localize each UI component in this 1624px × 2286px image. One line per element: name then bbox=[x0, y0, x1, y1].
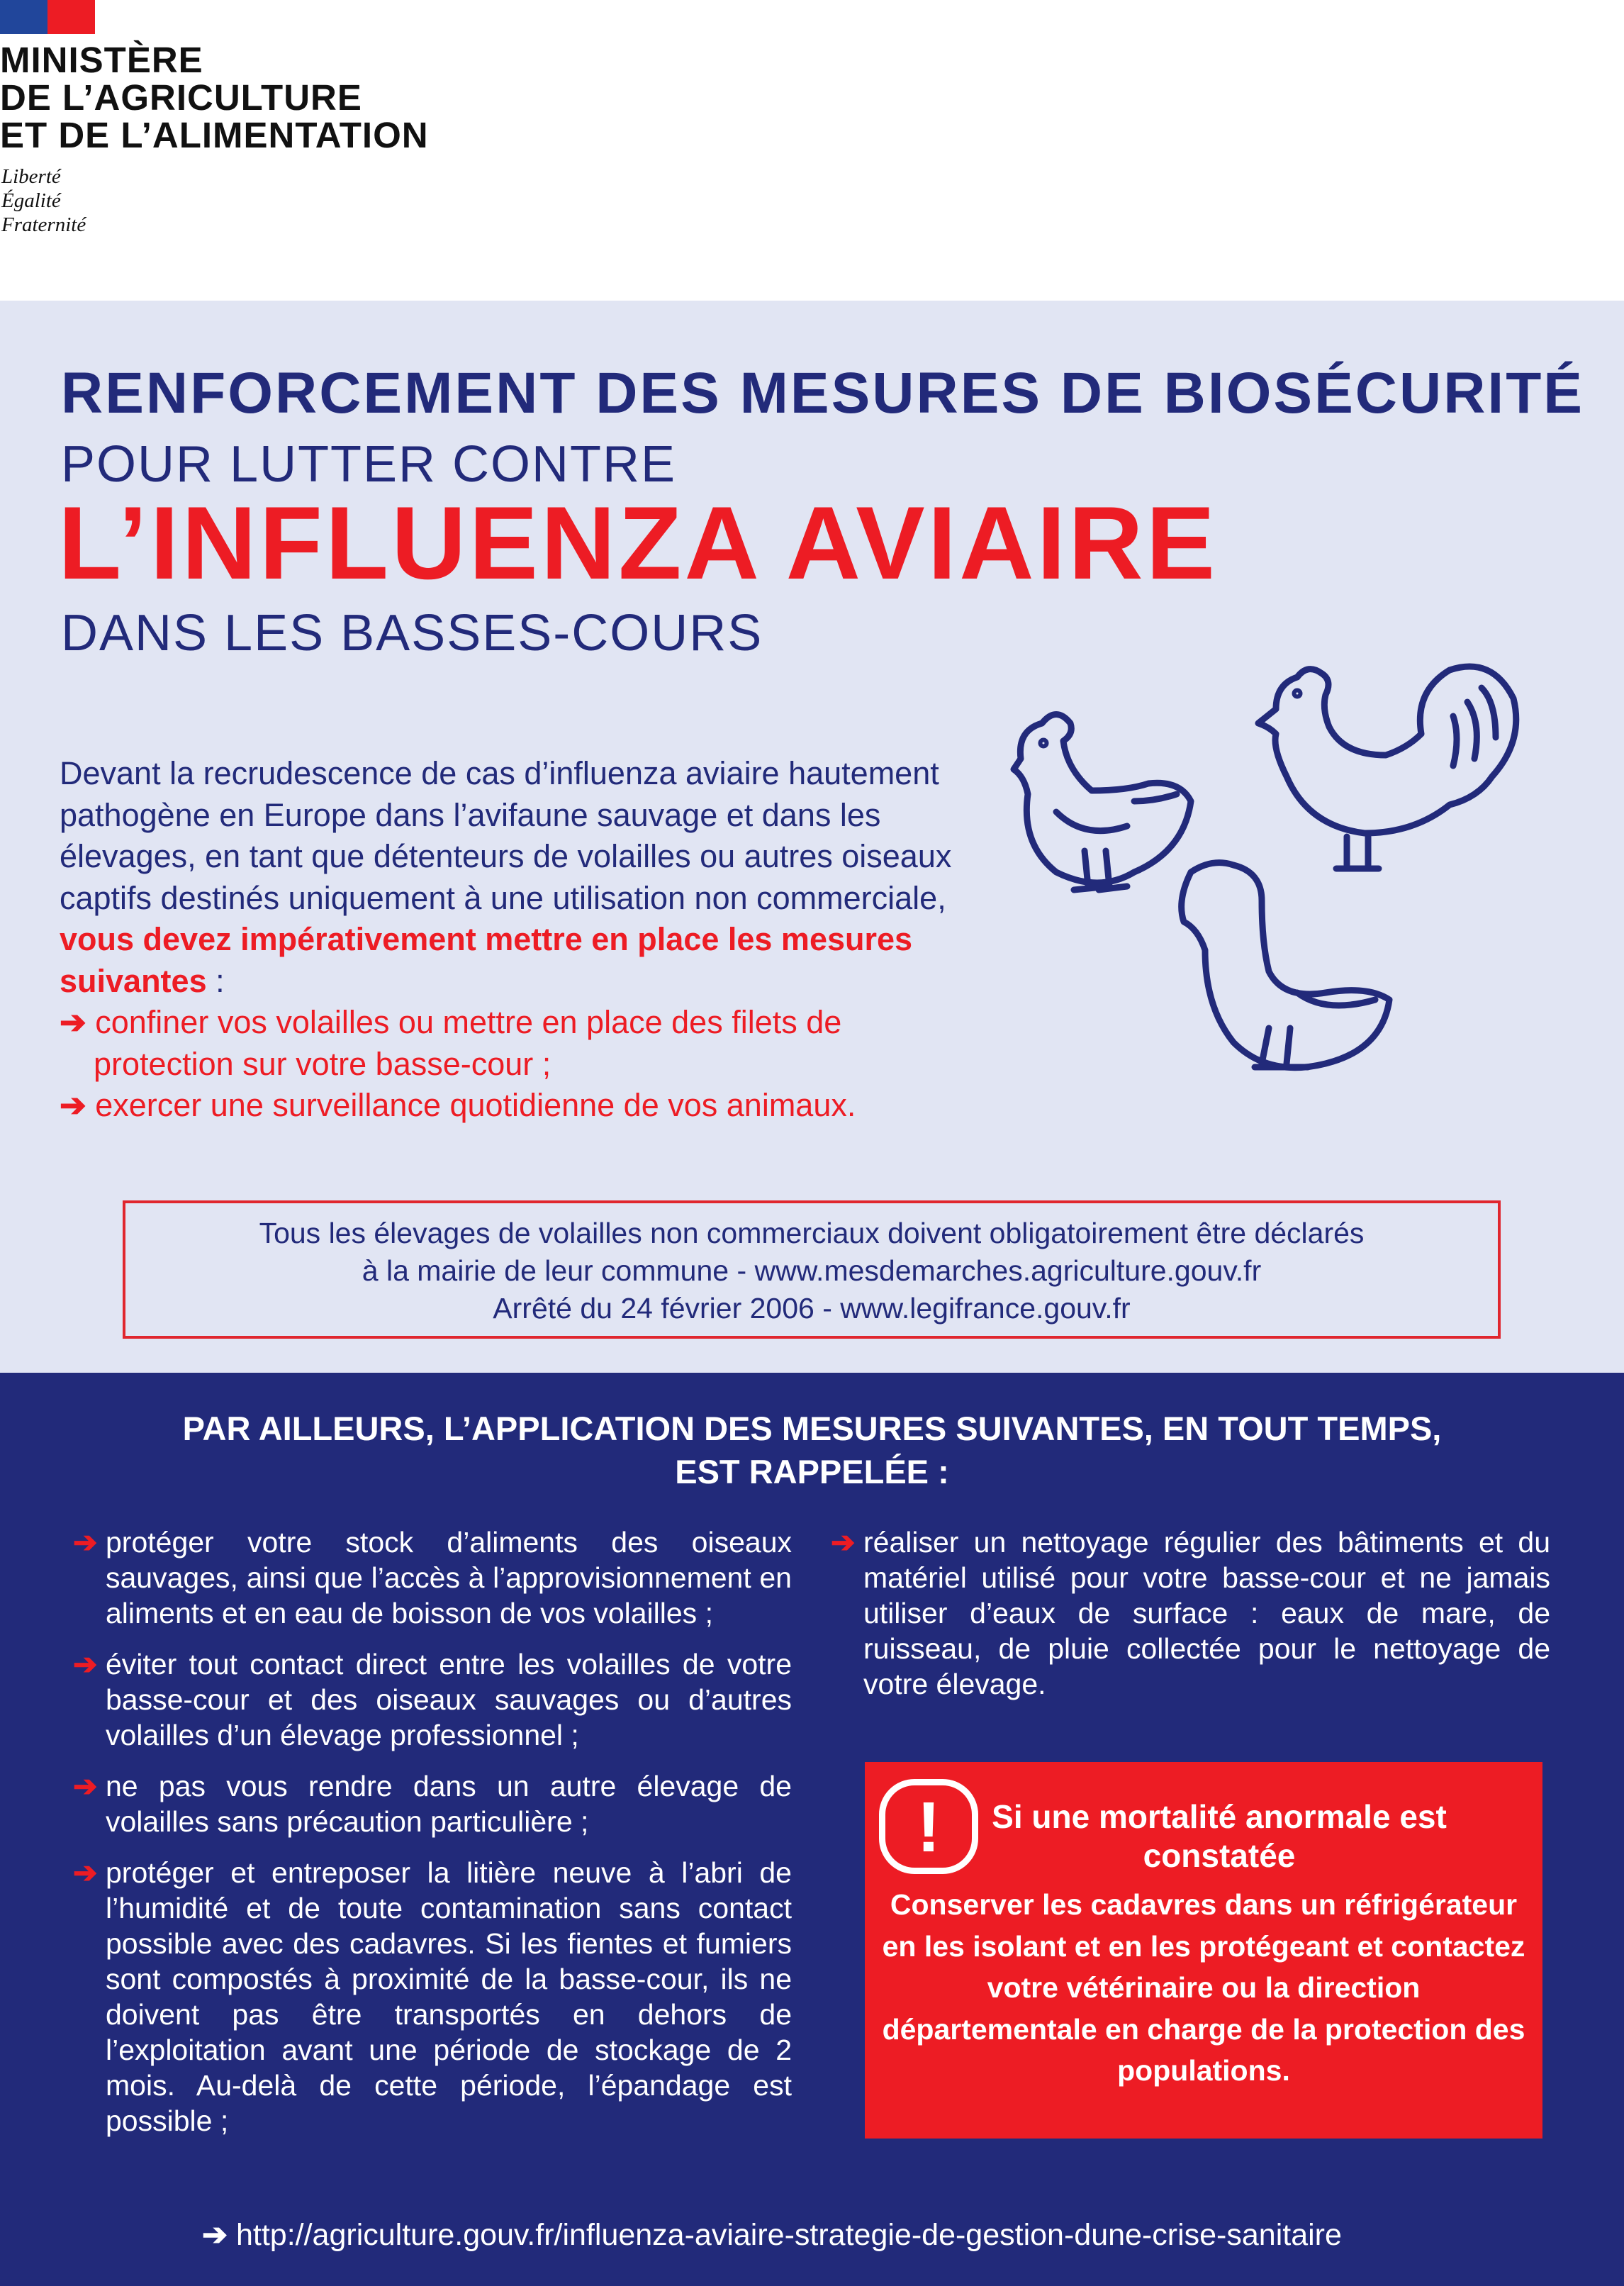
intro-bullet bbox=[60, 1085, 981, 1127]
intro-text bbox=[60, 753, 981, 1127]
declaration-line: Arrêté du 24 février 2006 - www.legifrance.gouv.fr bbox=[493, 1292, 1131, 1325]
header bbox=[0, 0, 1624, 301]
measure-text: protéger et entreposer la litière neuve à l’abri de l’humidité et de toute contamination sans contact possible avec des cadavres. Si les fientes et fumiers sont compostés à proximité de la basse-cour, ils ne doivent pas être transportés en dehors de l’exploitation avant une période de stockage de 2 mois. Au-delà de cette période, l’épandage est possible ; bbox=[106, 1856, 792, 2137]
bullet-text: confiner vos volailles ou mettre en place des filets de protection sur votre basse-cour ; bbox=[94, 1004, 842, 1082]
measure-text: protéger votre stock d’aliments des oiseaux sauvages, ainsi que l’accès à l’approvisionnement en aliments et en eau de boisson de vos volailles ; bbox=[106, 1526, 792, 1629]
ministry-line: DE L’AGRICULTURE bbox=[0, 77, 362, 118]
arrow-icon: ➔ bbox=[73, 1770, 98, 1802]
footer-link-row bbox=[202, 2217, 1342, 2253]
measure-item bbox=[73, 1855, 792, 2139]
declaration-line: à la mairie de leur commune - www.mesdemarches.agriculture.gouv.fr bbox=[362, 1254, 1262, 1287]
title-main: L’INFLUENZA AVIAIRE bbox=[58, 485, 1219, 601]
arrow-icon: ➔ bbox=[60, 1004, 96, 1040]
hen-icon bbox=[1014, 715, 1191, 891]
intro-colon: : bbox=[206, 962, 225, 999]
arrow-icon: ➔ bbox=[831, 1526, 856, 1559]
left-measures bbox=[73, 1524, 792, 2154]
measure-item bbox=[73, 1524, 792, 1631]
rooster-icon bbox=[1258, 667, 1516, 869]
intro-body: Devant la recrudescence de cas d’influenza aviaire hautement pathogène en Europe dans l’avifaune sauvage et dans les élevages, en tant que détenteurs de volailles ou autres oiseaux captifs destinés uniquement à une utilisation non commerciale, bbox=[60, 755, 952, 916]
arrow-icon: ➔ bbox=[73, 1856, 98, 1889]
measure-item bbox=[831, 1524, 1550, 1702]
heading-line: EST RAPPELÉE : bbox=[675, 1453, 949, 1490]
arrow-icon: ➔ bbox=[60, 1087, 96, 1123]
heading-line: PAR AILLEURS, L’APPLICATION DES MESURES SUIVANTES, EN TOUT TEMPS, bbox=[182, 1410, 1442, 1447]
bullet-text: exercer une surveillance quotidienne de vos animaux. bbox=[95, 1087, 856, 1123]
motto-line: Fraternité bbox=[1, 213, 86, 236]
exclamation-icon: ! bbox=[879, 1779, 978, 1874]
declaration-line: Tous les élevages de volailles non commerciaux doivent obligatoirement être déclarés bbox=[259, 1217, 1365, 1249]
duck-icon bbox=[1182, 863, 1389, 1068]
motto-line: Égalité bbox=[1, 189, 61, 212]
alert-body: Conserver les cadavres dans un réfrigérateur en les isolant et en les protégeant et contactez votre vétérinaire ou la direction départementale en charge de la protection des populations. bbox=[882, 1888, 1525, 2087]
measure-text: réaliser un nettoyage régulier des bâtiments et du matériel utilisé pour votre basse-cour et ne jamais utiliser d’eaux de surface : eaux de mare, de ruisseau, de pluie collectée pour le nettoyage de votre élevage. bbox=[863, 1526, 1550, 1700]
alert-heading: Si une mortalité anormale est constatée bbox=[992, 1798, 1447, 1874]
intro-emphasis: vous devez impérativement mettre en place les mesures suivantes bbox=[60, 921, 913, 999]
ministry-line: ET DE L’ALIMENTATION bbox=[0, 115, 429, 155]
poultry-illustration bbox=[992, 659, 1531, 1078]
measure-text: éviter tout contact direct entre les volailles de votre basse-cour et des oiseaux sauvages ou d’autres volailles d’un élevage professionnel ; bbox=[106, 1648, 792, 1751]
title-line-4: DANS LES BASSES-COURS bbox=[61, 605, 763, 662]
ministry-name bbox=[0, 41, 429, 154]
right-measures bbox=[831, 1524, 1550, 1717]
motto-line: Liberté bbox=[1, 165, 61, 188]
title-line-1: RENFORCEMENT DES MESURES DE BIOSÉCURITÉ bbox=[61, 361, 1584, 425]
declaration-notice bbox=[123, 1200, 1501, 1339]
footer-link[interactable]: http://agriculture.gouv.fr/influenza-aviaire-strategie-de-gestion-dune-crise-sanitaire bbox=[235, 2218, 1342, 2252]
measure-text: ne pas vous rendre dans un autre élevage de volailles sans précaution particulière ; bbox=[106, 1770, 792, 1838]
arrow-icon: ➔ bbox=[73, 1648, 98, 1680]
reminder-heading bbox=[0, 1407, 1624, 1493]
ministry-line: MINISTÈRE bbox=[0, 40, 203, 80]
measure-item bbox=[73, 1768, 792, 1839]
arrow-icon: ➔ bbox=[73, 1526, 98, 1559]
title-line-2: POUR LUTTER CONTRE bbox=[61, 436, 677, 493]
intro-bullet bbox=[60, 1002, 896, 1085]
arrow-icon: ➔ bbox=[202, 2218, 236, 2252]
marianne-logo bbox=[0, 0, 95, 34]
motto bbox=[1, 165, 86, 237]
measure-item bbox=[73, 1646, 792, 1753]
mortality-alert-box bbox=[865, 1762, 1542, 2139]
